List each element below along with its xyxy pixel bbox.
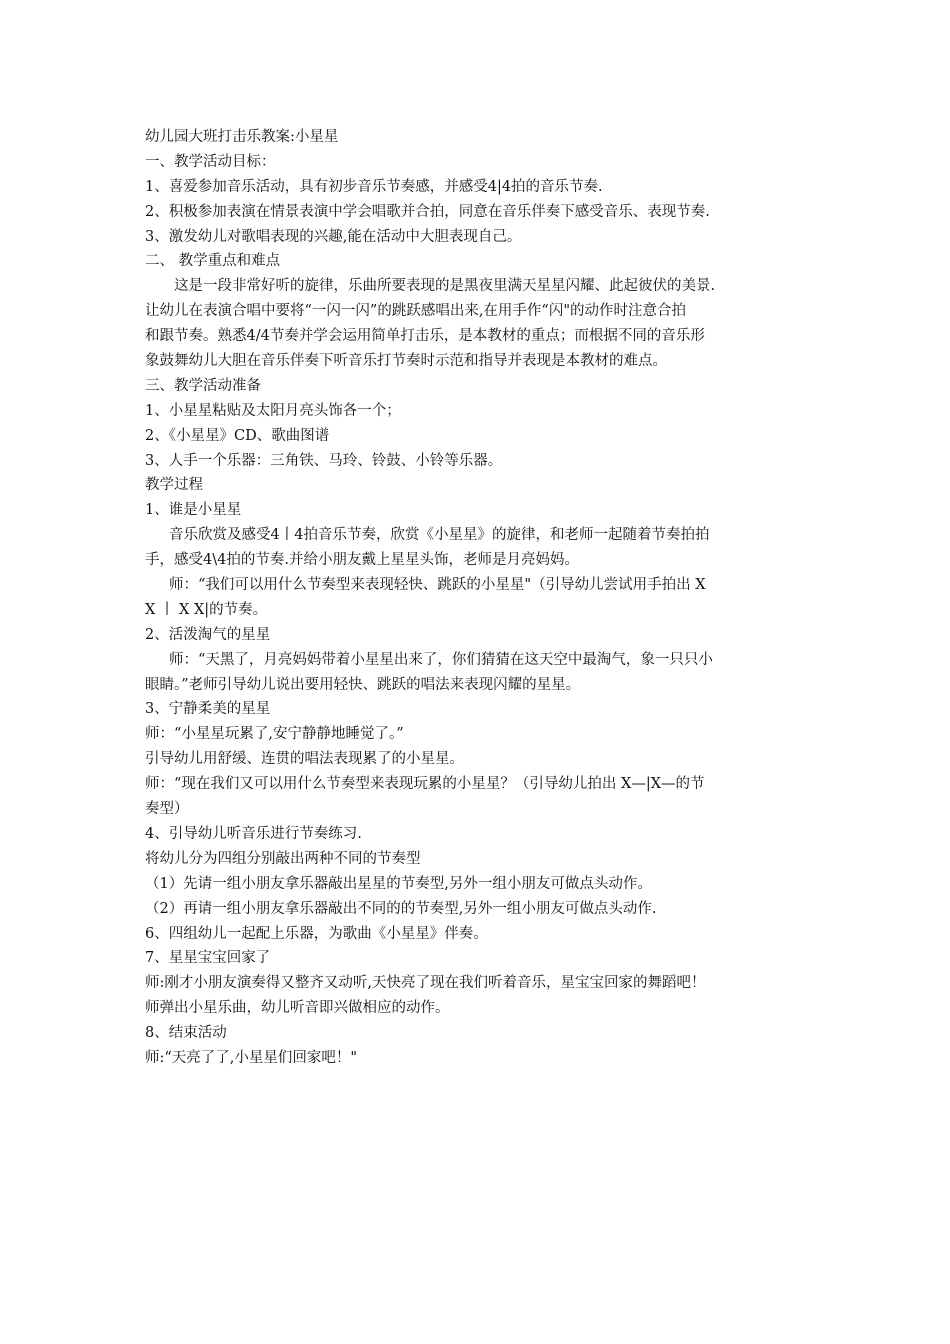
step-heading: 4、引导幼儿听音乐进行节奏练习.	[145, 825, 362, 842]
step-heading: 1、谁是小星星	[145, 502, 242, 519]
section-heading-preparation: 三、教学活动准备	[145, 377, 261, 394]
step-heading: 7、星星宝宝回家了	[145, 950, 271, 967]
step-paragraph-line: 奏型）	[145, 801, 189, 818]
preparation-item: 3、人手一个乐器：三角铁、马玲、铃鼓、小铃等乐器。	[145, 452, 503, 469]
step-line: 师:刚才小朋友演奏得又整齐又动听,天快亮了现在我们听着音乐，星宝宝回家的舞蹈吧！	[145, 975, 706, 992]
step-line: 引导幼儿用舒缓、连贯的唱法表现累了的小星星。	[145, 751, 464, 768]
step-paragraph-line: 音乐欣赏及感受4丨4拍音乐节奏，欣赏《小星星》的旋律，和老师一起随着节奏拍拍	[169, 527, 710, 544]
step-paragraph-line: 师：“天黑了，月亮妈妈带着小星星出来了，你们猜猜在这天空中最淘气，象一只只小	[169, 651, 713, 668]
document-body	[145, 125, 813, 1071]
step-line: 师:“天亮了了,小星星们回家吧！"	[145, 1049, 358, 1066]
step-heading: 3、宁静柔美的星星	[145, 701, 271, 718]
step-paragraph-line: 手，感受4\4拍的节奏.并给小朋友戴上星星头饰，老师是月亮妈妈。	[145, 552, 579, 569]
goal-item: 3、激发幼儿对歌唱表现的兴趣,能在活动中大胆表现自己。	[145, 228, 522, 245]
preparation-item: 1、小星星粘贴及太阳月亮头饰各一个；	[145, 402, 401, 419]
step-heading: 6、四组幼儿一起配上乐器，为歌曲《小星星》伴奏。	[145, 925, 488, 942]
goal-item: 1、喜爱参加音乐活动，具有初步音乐节奏感，并感受4|4拍的音乐节奏.	[145, 178, 603, 195]
step-heading: 8、结束活动	[145, 1025, 227, 1042]
goal-item: 2、积极参加表演在情景表演中学会唱歌并合拍，同意在音乐伴奏下感受音乐、表现节奏.	[145, 203, 710, 220]
step-line: 师弹出小星乐曲，幼儿听音即兴做相应的动作。	[145, 1000, 450, 1017]
step-paragraph-line: X 丨 X X|的节奏。	[145, 601, 268, 618]
step-line: 师：“小星星玩累了,安宁静静地睡觉了。”	[145, 726, 404, 743]
step-paragraph-line: 师：“我们可以用什么节奏型来表现轻快、跳跃的小星星"（引导幼儿尝试用手拍出 X	[169, 577, 706, 594]
key-points-paragraph-line: 象鼓舞幼儿大胆在音乐伴奏下听音乐打节奏时示范和指导并表现是本教材的难点。	[145, 353, 667, 370]
section-heading-goals: 一、教学活动目标：	[145, 153, 276, 170]
key-points-paragraph-line: 这是一段非常好听的旋律，乐曲所要表现的是黑夜里满天星星闪耀、此起彼伏的美景.	[174, 278, 716, 295]
document-title: 幼儿园大班打击乐教案:小星星	[145, 129, 339, 145]
key-points-paragraph-line: 和跟节奏。熟悉4/4节奏并学会运用简单打击乐，是本教材的重点；而根据不同的音乐形	[145, 328, 705, 345]
step-paragraph-line: 眼睛。”老师引导幼儿说出要用轻快、跳跃的唱法来表现闪耀的星星。	[145, 676, 581, 693]
step-sub-item: （2）再请一组小朋友拿乐器敲出不同的的节奏型,另外一组小朋友可做点头动作.	[145, 900, 657, 917]
preparation-item: 2、《小星星》CD、歌曲图谱	[145, 427, 330, 444]
section-heading-key-points: 二、 教学重点和难点	[145, 253, 281, 270]
step-sub-item: （1）先请一组小朋友拿乐器敲出星星的节奏型,另外一组小朋友可做点头动作。	[145, 875, 652, 892]
key-points-paragraph-line: 让幼儿在表演合唱中要将“一闪一闪”的跳跃感唱出来,在用手作“闪"的动作时注意合拍	[145, 303, 687, 320]
step-line: 将幼儿分为四组分别敲出两种不同的节奏型	[145, 850, 421, 867]
section-heading-process: 教学过程	[145, 477, 203, 494]
step-heading: 2、活泼淘气的星星	[145, 626, 271, 643]
step-paragraph-line: 师：“现在我们又可以用什么节奏型来表现玩累的小星星？（引导幼儿拍出 X—|X—的节	[145, 776, 705, 793]
